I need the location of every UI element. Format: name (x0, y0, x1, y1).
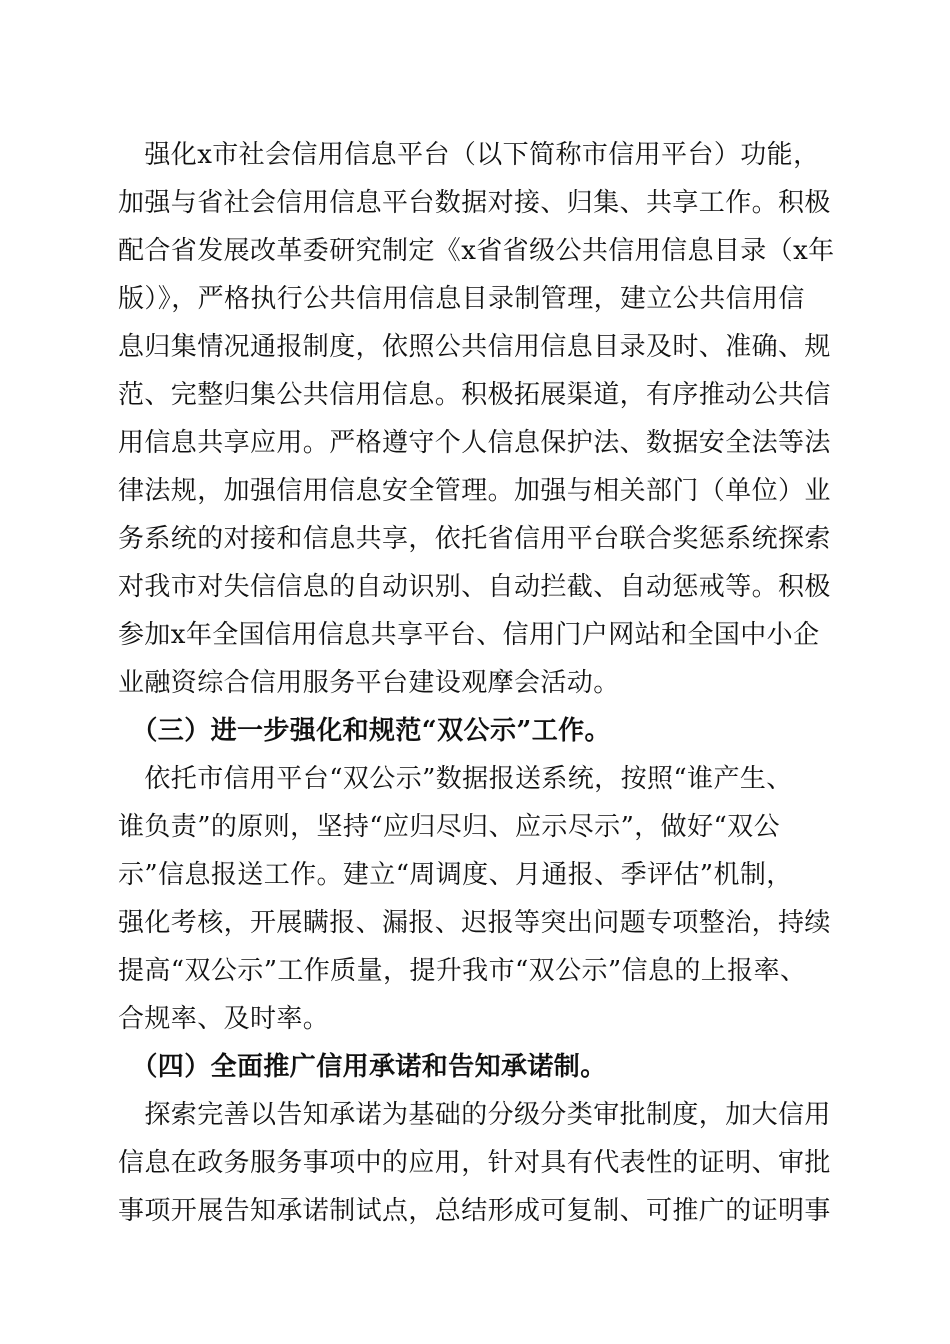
paragraph-line: 业融资综合信用服务平台建设观摩会活动。 (118, 668, 620, 698)
paragraph-line: 用信息共享应用。严格遵守个人信息保护法、数据安全法等法 (118, 428, 831, 458)
paragraph-line: 配合省发展改革委研究制定《x省省级公共信用信息目录（x年 (118, 236, 835, 266)
section-heading-4: （四）全面推广信用承诺和告知承诺制。 (118, 1052, 607, 1082)
paragraph-line: 参加x年全国信用信息共享平台、信用门户网站和全国中小企 (118, 620, 820, 650)
paragraph-line: 息归集情况通报制度，依照公共信用信息目录及时、准确、规 (118, 332, 831, 362)
paragraph-line: 加强与省社会信用信息平台数据对接、归集、共享工作。积极 (118, 188, 831, 218)
paragraph-line: 对我市对失信信息的自动识别、自动拦截、自动惩戒等。积极 (118, 572, 831, 602)
paragraph-line: 范、完整归集公共信用信息。积极拓展渠道，有序推动公共信 (118, 380, 831, 410)
paragraph-line: 探索完善以告知承诺为基础的分级分类审批制度，加大信用 (118, 1100, 831, 1130)
paragraph-line: 谁负责”的原则，坚持“应归尽归、应示尽示”，做好“双公 (118, 812, 780, 842)
paragraph-line: 依托市信用平台“双公示”数据报送系统，按照“谁产生、 (118, 764, 793, 794)
paragraph-line: 合规率、及时率。 (118, 1004, 330, 1034)
section-heading-3: （三）进一步强化和规范“双公示”工作。 (118, 716, 611, 746)
paragraph-line: 示”信息报送工作。建立“周调度、月通报、季评估”机制， (118, 860, 793, 890)
paragraph-line: 强化考核，开展瞒报、漏报、迟报等突出问题专项整治，持续 (118, 908, 831, 938)
paragraph-line: 务系统的对接和信息共享，依托省信用平台联合奖惩系统探索 (118, 524, 831, 554)
paragraph-line: 版）》，严格执行公共信用信息目录制管理，建立公共信用信 (118, 284, 805, 314)
paragraph-line: 事项开展告知承诺制试点，总结形成可复制、可推广的证明事 (118, 1196, 831, 1226)
paragraph-line: 提高“双公示”工作质量，提升我市“双公示”信息的上报率、 (118, 956, 807, 986)
paragraph-line: 律法规，加强信用信息安全管理。加强与相关部门（单位）业 (118, 476, 831, 506)
paragraph-line: 强化x市社会信用信息平台（以下简称市信用平台）功能， (118, 140, 820, 170)
paragraph-line: 信息在政务服务事项中的应用，针对具有代表性的证明、审批 (118, 1148, 831, 1178)
